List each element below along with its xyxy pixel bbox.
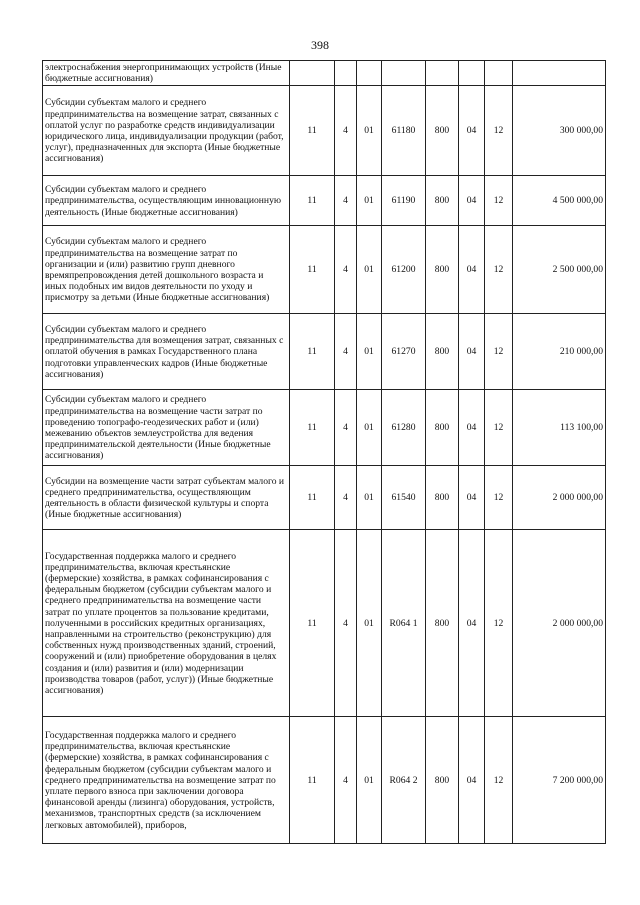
cell-subprogram: 4 <box>335 314 357 390</box>
cell-event: 01 <box>357 226 382 314</box>
cell-event: 01 <box>357 466 382 530</box>
cell-event: 01 <box>357 176 382 226</box>
cell-program: 11 <box>290 530 335 717</box>
page-number: 398 <box>311 38 329 52</box>
cell-subprogram: 4 <box>335 717 357 844</box>
cell-subsection: 12 <box>485 717 513 844</box>
cell-section: 04 <box>459 390 485 466</box>
cell-direction: 61280 <box>382 390 426 466</box>
cell-subsection: 12 <box>485 390 513 466</box>
cell-amount: 4 500 000,00 <box>513 176 606 226</box>
row-description: электроснабжения энергопринимающих устройств (Иные бюджетные ассигнования) <box>43 61 290 86</box>
cell-event: 01 <box>357 717 382 844</box>
cell-subsection: 12 <box>485 314 513 390</box>
cell-subsection: 12 <box>485 226 513 314</box>
cell-program: 11 <box>290 176 335 226</box>
cell-subprogram: 4 <box>335 466 357 530</box>
row-description: Субсидии на возмещение части затрат субъектам малого и среднего предпринимательства, осуществляющим деятельность в области физической культуры и спорта (Иные бюджетные ассигнования) <box>43 466 290 530</box>
cell-expense-type: 800 <box>426 176 459 226</box>
cell-direction: R064 2 <box>382 717 426 844</box>
cell-program <box>290 61 335 86</box>
cell-amount: 2 500 000,00 <box>513 226 606 314</box>
cell-subprogram: 4 <box>335 390 357 466</box>
cell-program: 11 <box>290 226 335 314</box>
cell-subsection: 12 <box>485 530 513 717</box>
table-row <box>43 86 606 176</box>
cell-amount: 210 000,00 <box>513 314 606 390</box>
cell-subsection: 12 <box>485 86 513 176</box>
table-row <box>43 390 606 466</box>
cell-expense-type: 800 <box>426 390 459 466</box>
cell-subprogram: 4 <box>335 176 357 226</box>
table-row <box>43 530 606 717</box>
cell-section: 04 <box>459 530 485 717</box>
row-description: Субсидии субъектам малого и среднего предпринимательства для возмещения затрат, связанных с оплатой обучения в рамках Государственного плана подготовки управленческих кадров (Иные бюджетные ассигнования) <box>43 314 290 390</box>
table-row <box>43 176 606 226</box>
cell-program: 11 <box>290 717 335 844</box>
cell-section: 04 <box>459 86 485 176</box>
row-description: Субсидии субъектам малого и среднего предпринимательства на возмещение затрат, связанных с оплатой услуг по разработке средств индивидуализации юридического лица, индивидуализации продукции (работ, услуг), предназначенных для экспорта (Иные бюджетные ассигнования) <box>43 86 290 176</box>
table-row <box>43 226 606 314</box>
cell-subsection: 12 <box>485 466 513 530</box>
cell-direction: 61200 <box>382 226 426 314</box>
cell-expense-type: 800 <box>426 717 459 844</box>
cell-subprogram: 4 <box>335 530 357 717</box>
row-description: Субсидии субъектам малого и среднего предпринимательства на возмещение затрат по организации и (или) развитию групп дневного времяпрепровождения детей дошкольного возраста и иных подобных им видов деятельности по уходу и присмотру за детьми (Иные бюджетные ассигнования) <box>43 226 290 314</box>
row-description: Государственная поддержка малого и среднего предпринимательства, включая крестьянские (фермерские) хозяйства, в рамках софинансирования с федеральным бюджетом (субсидии субъектам малого и среднего предпринимательства на возмещение затрат по уплате первого взноса при заключении договора финансовой аренды (лизинга) оборудования, устройств, механизмов, транспортных средств (за исключением легковых автомобилей), приборов, <box>43 717 290 844</box>
cell-event: 01 <box>357 390 382 466</box>
cell-section: 04 <box>459 176 485 226</box>
cell-expense-type: 800 <box>426 226 459 314</box>
cell-subsection <box>485 61 513 86</box>
cell-direction: 61270 <box>382 314 426 390</box>
cell-section: 04 <box>459 466 485 530</box>
table-row <box>43 314 606 390</box>
budget-table <box>42 60 606 844</box>
cell-program: 11 <box>290 86 335 176</box>
cell-event <box>357 61 382 86</box>
cell-subsection: 12 <box>485 176 513 226</box>
cell-expense-type: 800 <box>426 314 459 390</box>
cell-expense-type: 800 <box>426 466 459 530</box>
cell-amount: 300 000,00 <box>513 86 606 176</box>
cell-program: 11 <box>290 466 335 530</box>
cell-program: 11 <box>290 314 335 390</box>
table-row <box>43 466 606 530</box>
cell-event: 01 <box>357 86 382 176</box>
cell-direction: 61190 <box>382 176 426 226</box>
cell-expense-type <box>426 61 459 86</box>
row-description: Государственная поддержка малого и среднего предпринимательства, включая крестьянские (фермерские) хозяйства, в рамках софинансирования с федеральным бюджетом (субсидии субъектам малого и среднего предпринимательства на возмещение части затрат по уплате процентов за пользование кредитами, полученными в российских кредитных организациях, направленными на строительство (реконструкцию) для собственных нужд производственных зданий, строений, сооружений и (или) приобретение оборудования в целях создания и (или) развития и (или) модернизации производства товаров (работ, услуг)) (Иные бюджетные ассигнования) <box>43 530 290 717</box>
cell-section <box>459 61 485 86</box>
cell-amount: 7 200 000,00 <box>513 717 606 844</box>
cell-amount: 113 100,00 <box>513 390 606 466</box>
cell-subprogram: 4 <box>335 226 357 314</box>
table-row <box>43 61 606 86</box>
cell-subprogram: 4 <box>335 86 357 176</box>
cell-amount: 2 000 000,00 <box>513 466 606 530</box>
cell-section: 04 <box>459 226 485 314</box>
cell-direction: 61180 <box>382 86 426 176</box>
cell-direction: 61540 <box>382 466 426 530</box>
cell-direction <box>382 61 426 86</box>
row-description: Субсидии субъектам малого и среднего предпринимательства, осуществляющим инновационную деятельность (Иные бюджетные ассигнования) <box>43 176 290 226</box>
cell-amount: 2 000 000,00 <box>513 530 606 717</box>
cell-subprogram <box>335 61 357 86</box>
row-description: Субсидии субъектам малого и среднего предпринимательства на возмещение части затрат по проведению топографо-геодезических работ и (или) межеванию объектов землеустройства для ведения предпринимательской деятельности (Иные бюджетные ассигнования) <box>43 390 290 466</box>
cell-event: 01 <box>357 530 382 717</box>
cell-section: 04 <box>459 314 485 390</box>
cell-direction: R064 1 <box>382 530 426 717</box>
cell-expense-type: 800 <box>426 530 459 717</box>
cell-program: 11 <box>290 390 335 466</box>
table-row <box>43 717 606 844</box>
cell-expense-type: 800 <box>426 86 459 176</box>
cell-event: 01 <box>357 314 382 390</box>
cell-section: 04 <box>459 717 485 844</box>
cell-amount <box>513 61 606 86</box>
